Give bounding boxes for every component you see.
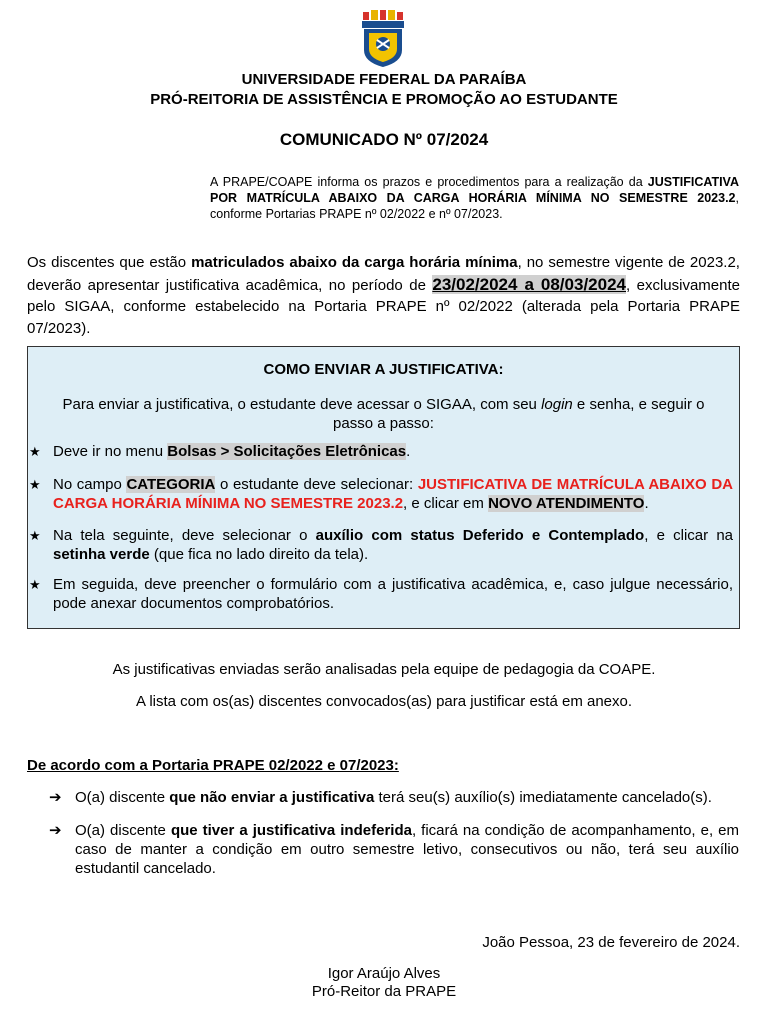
star-icon: ★ [29, 528, 41, 543]
signer-role: Pró-Reitor da PRAPE [311, 983, 457, 1000]
main-paragraph: Os discentes que estão matriculados abaixo da carga horária mínima, no semestre vigente de 2023.2, deverão apresentar justificativa acadêmica, no período de 23/02/2024 a 08/03/2024, exclusivamente pelo SIGAA, conforme estabelecido na Portaria PRAPE nº 02/2022 (alterada pela Portaria PRAPE 07/2023). [27, 254, 740, 337]
consequence-item: O(a) discente que tiver a justificativa indeferida, ficará na condição de acompanhamento, e, em caso de manter a condição em outro semestre letivo, consecutivos ou não, terá seu auxílio estudantil cancelado. [75, 822, 739, 877]
deadline-dates: 23/02/2024 a 08/03/2024 [432, 274, 626, 294]
instructions-box: COMO ENVIAR A JUSTIFICATIVA: Para enviar a justificativa, o estudante deve acessar o SIGAA, com seu login e senha, e seguir o passo a passo: ★ Deve ir no menu Bolsas > Solicitações Eletrônicas. ★ No campo CATEGORIA o estudante deve selecionar: JUSTIFICATIVA DE MATRÍCULA ABAIXO DA CARGA HORÁRIA MÍNIMA NO SEMESTRE 2023.2, e clicar em NOVO ATENDIMENTO. ★ Na tela seguinte, deve selecionar o auxílio com status Deferido e Contemplado, e clicar na setinha verde (que fica no lado direito da tela). ★ Em seguida, deve preencher o formulário com a justificativa acadêmica, e, caso julgue necessário, pode anexar documentos comprobatórios. [27, 346, 740, 629]
university-name: UNIVERSIDADE FEDERAL DA PARAÍBA [241, 71, 527, 88]
arrow-icon: ➔ [49, 789, 62, 806]
consequence-item: O(a) discente que não enviar a justificativa terá seu(s) auxílio(s) imediatamente cancelado(s). [75, 789, 712, 806]
analysis-note: As justificativas enviadas serão analisadas pela equipe de pedagogia da COAPE. [112, 661, 656, 678]
instructions-intro: Para enviar a justificativa, o estudante deve acessar o SIGAA, com seu login e senha, e seguir o passo a passo: [62, 396, 705, 432]
section-heading: De acordo com a Portaria PRAPE 02/2022 e 07/2023: [27, 757, 399, 774]
star-icon: ★ [29, 577, 41, 592]
place-date: João Pessoa, 23 de fevereiro de 2024. [482, 934, 740, 951]
signer-name: Igor Araújo Alves [327, 965, 441, 982]
star-icon: ★ [29, 444, 41, 459]
office-name: PRÓ-REITORIA DE ASSISTÊNCIA E PROMOÇÃO AO ESTUDANTE [150, 91, 618, 108]
arrow-icon: ➔ [49, 822, 62, 839]
intro-paragraph: A PRAPE/COAPE informa os prazos e procedimentos para a realização da JUSTIFICATIVA POR MATRÍCULA ABAIXO DA CARGA HORÁRIA MÍNIMA NO SEMESTRE 2023.2, conforme Portarias PRAPE nº 02/2022 e nº 07/2023. [210, 175, 739, 221]
university-logo [360, 10, 406, 68]
star-icon: ★ [29, 477, 41, 492]
document-title: COMUNICADO Nº 07/2024 [279, 130, 489, 149]
annex-note: A lista com os(as) discentes convocados(as) para justificar está em anexo. [135, 693, 633, 710]
instructions-title: COMO ENVIAR A JUSTIFICATIVA: [263, 361, 504, 378]
